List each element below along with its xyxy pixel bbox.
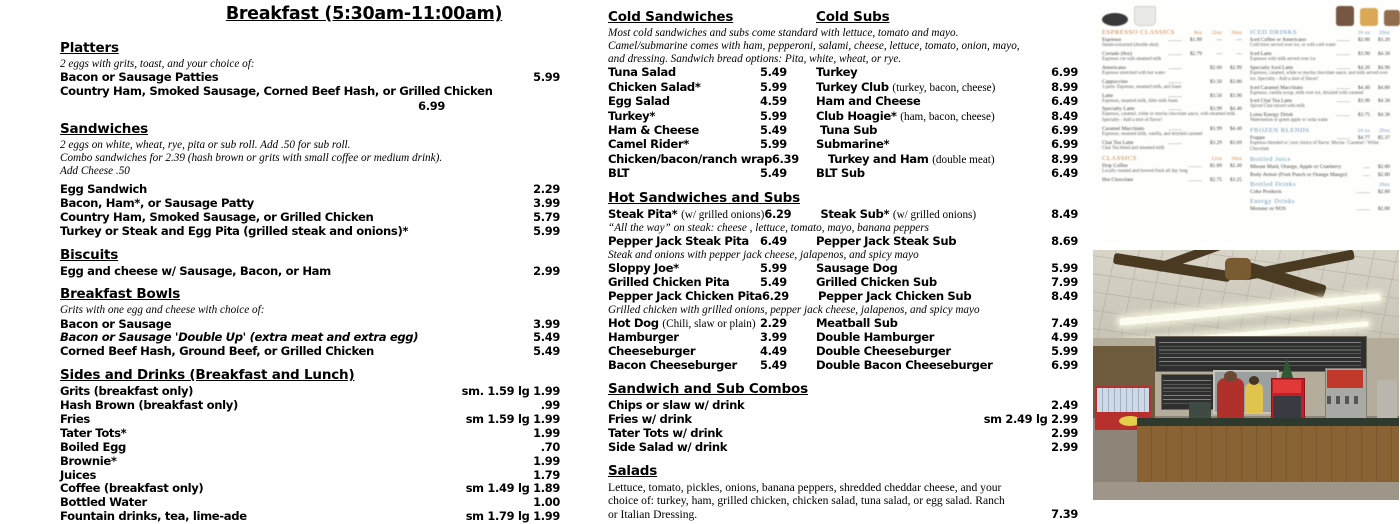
bowls-note: Grits with one egg and cheese with choice of:	[60, 304, 265, 317]
cold-headings	[608, 10, 1078, 27]
salads-description: or Italian Dressing.	[608, 507, 698, 521]
combos-heading: Sandwich and Sub Combos	[608, 381, 808, 398]
menu-item	[60, 211, 560, 225]
item-name: Pepper Jack Chicken Pita	[608, 288, 762, 303]
sub-name: Double Bacon Cheeseburger	[816, 358, 993, 373]
item-name: Fountain drinks, tea, lime-ade	[60, 509, 247, 524]
menu-row	[608, 317, 1078, 331]
sub-price: 8.49	[1051, 288, 1078, 303]
item-name: Tuna Salad	[608, 65, 676, 80]
menu-row	[608, 110, 1078, 124]
item-name: Camel Rider*	[608, 137, 689, 152]
section-platters	[60, 41, 560, 113]
item-price: 6.29	[764, 206, 792, 221]
item-price: sm 2.49 lg 2.99	[983, 411, 1078, 426]
coffee-item: Minute Maid, Orange, Apple or Cranberry ..... $2.80	[1250, 163, 1390, 170]
sandwiches-note: Combo sandwiches for 2.39 (hash brown or grits with small coffee or medium drink).	[60, 151, 443, 164]
menu-item	[60, 225, 560, 239]
frozen-blends-title: FROZEN BLENDS 16 oz 20oz	[1250, 127, 1390, 135]
sub-name: Tuna Sub	[820, 122, 878, 137]
sub-price: 5.99	[1051, 344, 1078, 359]
item-price: 5.79	[533, 209, 560, 224]
item-name: Steak Pita* (w/ grilled onions)	[608, 206, 765, 221]
sandwiches-note: 2 eggs on white, wheat, rye, pita or sub roll. Add .50 for sub roll.	[60, 138, 351, 151]
item-price: 1.99	[533, 453, 560, 468]
item-price: 5.49	[760, 166, 787, 181]
item-name: Sloppy Joe*	[608, 261, 679, 276]
menu-item	[60, 441, 560, 455]
floor	[1093, 482, 1399, 500]
hot-note: “All the way” on steak: cheese , lettuce, tomato, mayo, banana peppers	[608, 222, 929, 235]
iced-drinks-title: ICED DRINKS 16 oz 20oz	[1250, 29, 1390, 36]
item-price: 4.59	[760, 94, 787, 109]
item-name: Cheeseburger	[608, 344, 696, 359]
sub-price: 7.99	[1051, 275, 1078, 290]
espresso-cup-icon	[1102, 13, 1128, 26]
item-name: Turkey*	[608, 108, 656, 123]
coffee-item: Monster or NOS .......... $2.80	[1250, 205, 1390, 212]
energy-drinks-title: Energy Drinks	[1250, 197, 1296, 205]
item-price: 5.99	[533, 70, 560, 85]
item-price: .70	[540, 439, 560, 454]
menu-item	[608, 441, 1078, 455]
item-name: Country Ham, Smoked Sausage, Corned Beef Hash, or Grilled Chicken	[60, 83, 493, 98]
item-price: 1.00	[533, 495, 560, 510]
menu-row	[608, 359, 1078, 373]
menu-row	[608, 153, 1078, 167]
coffee-cup-photos	[1092, 0, 1400, 26]
item-name: Bacon or Sausage 'Double Up' (extra meat and extra egg)	[60, 330, 419, 345]
sub-price: 6.49	[1051, 166, 1078, 181]
item-name: Turkey or Steak and Egg Pita (grilled steak and onions)*	[60, 223, 409, 238]
employee-yellow-shirt	[1245, 383, 1263, 413]
classics-title: CLASSICS 12oz 16oz	[1102, 154, 1242, 162]
biscuits-heading: Biscuits	[60, 246, 119, 263]
coffee-item: Caramel Macchiato .......... $3.99 $4.40 Espresso, steamed milk, vanilla, and drizzled caramel	[1102, 126, 1242, 138]
item-price: 5.99	[760, 261, 787, 276]
sub-name: Meatball Sub	[816, 315, 898, 330]
sandwiches-heading: Sandwiches	[60, 120, 149, 137]
sub-price: 4.99	[1051, 330, 1078, 345]
menu-row	[608, 345, 1078, 359]
ceiling-fan-hub	[1225, 258, 1251, 280]
menu-row	[608, 167, 1078, 181]
coffee-item: Iced Coffee or Americano .......... $2.80 $3.20 Cold brew served over ice, or with cold water	[1250, 37, 1390, 48]
coffee-item: Americano .......... $2.60 $2.99 Espresso stretched with hot water	[1102, 64, 1242, 76]
menu-item	[60, 510, 560, 524]
chalkboard-text	[1163, 377, 1211, 405]
coffee-item: Espresso .......... $1.89 — — Steam-extracted (double shot)	[1102, 37, 1242, 48]
coffee-right-column	[1246, 26, 1394, 214]
salads-heading: Salads	[608, 462, 658, 479]
coffee-item: Iced Latte .......... $3.90 $4.30 Espresso with milk served over ice	[1250, 50, 1390, 62]
employee-red-shirt	[1217, 378, 1244, 422]
sub-name: Pepper Jack Chicken Sub	[817, 288, 972, 303]
item-price: 5.49	[760, 122, 787, 137]
salads-price: 7.39	[1051, 506, 1078, 521]
coffee-item: Specialty Iced Latte .......... $4.20 $4.90 Espresso, caramel, white or mocha chocolate sauce, and milk served over ice. Specialty - Add a shot of flavor!	[1250, 64, 1390, 82]
menu-item	[608, 427, 1078, 441]
menu-item	[60, 71, 560, 85]
sides-heading: Sides and Drinks (Breakfast and Lunch)	[60, 367, 355, 384]
sub-name: Steak Sub* (w/ grilled onions)	[820, 206, 977, 221]
coffee-item: Hot Chocolate .......... $2.75 $3.25	[1102, 176, 1242, 183]
section-breakfast-bowls	[60, 287, 560, 359]
menu-row	[608, 124, 1078, 138]
sub-price: 6.99	[1051, 137, 1078, 152]
menu-item	[60, 265, 560, 279]
menu-item	[60, 345, 560, 359]
item-price: 5.99	[533, 223, 560, 238]
menu-item	[60, 427, 560, 441]
item-name: Juices	[60, 467, 97, 482]
item-price: 5.49	[533, 330, 560, 345]
coffee-item: Frappe .......... $4.77 $5.37 Espresso blended w/ your choice of flavor. Mocha / Caramel / White Chocolate	[1250, 135, 1390, 152]
section-cold-sandwiches	[608, 10, 1078, 182]
coffee-left-column	[1098, 26, 1246, 214]
coca-cola-sign	[1273, 380, 1301, 393]
cold-sandwiches-heading: Cold Sandwiches	[608, 9, 734, 25]
menu-row	[608, 81, 1078, 95]
page-title: Breakfast (5:30am-11:00am)	[225, 4, 503, 24]
item-price: sm 1.79 lg 1.99	[465, 509, 560, 524]
shelf-products	[1097, 388, 1149, 412]
menu-row	[608, 235, 1078, 249]
sub-name: Double Hamburger	[816, 330, 935, 345]
bottled-drinks-title: Bottled Drinks 20oz	[1250, 180, 1390, 188]
section-sandwiches	[60, 122, 560, 239]
menu-row	[608, 276, 1078, 290]
iced-coffee-icon	[1336, 6, 1354, 26]
right-panel	[1092, 0, 1400, 500]
menu-item	[608, 399, 1078, 413]
menu-item	[60, 469, 560, 483]
sub-name: Ham and Cheese	[816, 94, 921, 109]
salads-price-row	[608, 508, 1078, 522]
item-price: 4.49	[760, 344, 787, 359]
hot-note: Grilled chicken with grilled onions, pepper jack cheese, jalapenos, and spicy mayo	[608, 303, 980, 316]
sub-price: 8.99	[1051, 151, 1078, 166]
spacer	[60, 239, 560, 248]
item-name: Egg Sandwich	[60, 182, 147, 197]
item-price: 2.29	[760, 315, 787, 330]
menu-row	[608, 208, 1078, 222]
sub-price: 6.99	[1051, 122, 1078, 137]
item-name: Tater Tots w/ drink	[608, 425, 723, 440]
sub-name: Turkey Club (turkey, bacon, cheese)	[816, 79, 996, 94]
sub-price: 7.49	[1051, 315, 1078, 330]
item-price: sm 1.49 lg 1.89	[465, 481, 560, 496]
item-price: 5.49	[533, 344, 560, 359]
item-name: Grits (breakfast only)	[60, 384, 194, 399]
item-name: Boiled Egg	[60, 439, 126, 454]
item-price: 3.99	[760, 330, 787, 345]
coffee-menu-board-image	[1092, 0, 1400, 243]
coffee-item: Chai Tea Latte .......... $3.29 $3.69 Chai Tea blend and steamed milk	[1102, 140, 1242, 151]
item-name: BLT	[608, 166, 630, 181]
item-name: Egg Salad	[608, 94, 670, 109]
section-hot-sandwiches	[608, 191, 1078, 373]
item-price: 1.79	[533, 467, 560, 482]
sub-price: 8.49	[1051, 206, 1078, 221]
item-price: 5.49	[760, 65, 787, 80]
spacer	[608, 455, 1078, 464]
coffee-item: Iced Caramel Macchiato .......... $4.40 $4.80 Espresso, vanilla syrup, milk over ice, drizzled with caramel	[1250, 84, 1390, 96]
sub-price: 8.99	[1051, 79, 1078, 94]
menu-item	[60, 385, 560, 399]
item-name: Chips or slaw w/ drink	[608, 398, 745, 413]
item-name: Ham & Cheese	[608, 122, 699, 137]
item-price: 5.49	[760, 275, 787, 290]
menu-item	[60, 331, 560, 345]
frappe-icon	[1384, 10, 1400, 26]
coffee-item: Coke Products .......... $2.80	[1250, 188, 1390, 195]
employee-head	[1249, 376, 1259, 385]
sub-name: Grilled Chicken Sub	[816, 275, 937, 290]
menu-item	[60, 496, 560, 510]
item-name: Chicken Salad*	[608, 79, 701, 94]
sub-price: 8.49	[1051, 108, 1078, 123]
coffee-item: Specialty Latte .......... $3.99 $4.40 Espresso, caramel, white or mocha chocolate sauce, with steamed milk. Specialty - Add a shot of flavor!	[1102, 106, 1242, 124]
menu-row	[608, 290, 1078, 304]
salads-description: choice of: turkey, ham, grilled chicken, chicken salad, tuna salad, or egg salad. Ranch	[608, 494, 1005, 508]
sandwiches-note: Add Cheese .50	[60, 164, 130, 177]
menu-row	[608, 262, 1078, 276]
item-price: .99	[540, 398, 560, 413]
item-price: sm 1.59 lg 1.99	[465, 411, 560, 426]
cold-note: and dressing. Sandwich bread options: Pita, white, wheat, or rye.	[608, 53, 902, 66]
white-mug-icon	[1134, 6, 1156, 26]
hot-heading: Hot Sandwiches and Subs	[608, 189, 800, 206]
menu-row	[608, 138, 1078, 152]
menu-row	[608, 331, 1078, 345]
cold-note: Most cold sandwiches and subs come standard with lettuce, tomato and mayo.	[608, 26, 959, 39]
sub-name: Double Cheeseburger	[816, 344, 951, 359]
coffee-item: Drip Coffee .......... $1.89 $2.49 Locally roasted and brewed fresh all day long	[1102, 162, 1242, 174]
cold-subs-heading: Cold Subs	[816, 9, 890, 25]
item-name: Fries	[60, 411, 90, 426]
section-biscuits	[60, 248, 560, 279]
item-name: Hot Dog (Chili, slaw or plain)	[608, 315, 756, 330]
bowls-heading: Breakfast Bowls	[60, 286, 181, 303]
item-price: 5.99	[760, 79, 787, 94]
section-salads	[608, 464, 1078, 522]
item-name: Fries w/ drink	[608, 411, 692, 426]
cooler-shelves	[1273, 396, 1301, 418]
item-name: Pepper Jack Steak Pita	[608, 234, 749, 249]
item-price: 2.49	[1051, 398, 1078, 413]
espresso-classics-title: ESPRESSO CLASSICS 8oz 12oz 16oz	[1102, 29, 1242, 36]
sub-name: Turkey	[816, 65, 858, 80]
item-price: 3.99	[533, 195, 560, 210]
item-name: Hamburger	[608, 330, 679, 345]
item-name: Bacon or Sausage Patties	[60, 70, 219, 85]
item-price: 1.99	[533, 425, 560, 440]
item-price: 5.99	[760, 137, 787, 152]
coffee-item: Iced Chai Tea Latte .......... $3.90 $4.30 Spiced Chai mixed with milk	[1250, 98, 1390, 110]
menu-item	[60, 455, 560, 469]
platters-wrapped-price: 6.99	[418, 98, 445, 113]
sub-price: 6.49	[1051, 94, 1078, 109]
item-name: Bacon Cheeseburger	[608, 358, 737, 373]
fountain-header	[1327, 370, 1363, 388]
sub-price: 5.99	[1051, 261, 1078, 276]
coffee-item: Lotus Energy Drink .......... $3.75 $4.30 Watermelon or green apple w/ soda water	[1250, 112, 1390, 124]
section-sides-and-drinks	[60, 368, 560, 524]
menu-item	[60, 482, 560, 496]
item-name: Country Ham, Smoked Sausage, or Grilled Chicken	[60, 209, 374, 224]
item-price: 6.29	[761, 288, 789, 303]
item-name: Tater Tots*	[60, 425, 127, 440]
item-price: 3.99	[533, 316, 560, 331]
counter-front-wood	[1137, 426, 1399, 488]
salads-description: Lettuce, tomato, pickles, onions, banana peppers, shredded cheddar cheese, and your	[608, 480, 1002, 494]
sub-price: 6.99	[1051, 65, 1078, 80]
cold-note: Camel/submarine comes with ham, pepperoni, salami, cheese, lettuce, tomato, onion, mayo,	[608, 40, 1020, 53]
breakfast-column	[60, 0, 560, 524]
item-price: 6.39	[771, 151, 799, 166]
menu-item	[60, 183, 560, 197]
menu-item	[60, 399, 560, 413]
section-combos	[608, 382, 1078, 455]
hot-note: Steak and onions with pepper jack cheese, jalapenos, and spicy mayo	[608, 249, 919, 262]
item-price: 2.99	[1051, 439, 1078, 454]
item-price: 5.49	[760, 358, 787, 373]
item-name: Bacon or Sausage	[60, 316, 172, 331]
sub-name: Pepper Jack Steak Sub	[816, 234, 957, 249]
sub-price: 8.69	[1051, 234, 1078, 249]
sub-name: Sausage Dog	[816, 261, 898, 276]
platters-note: 2 eggs with grits, toast, and your choice of:	[60, 57, 255, 70]
deli-interior-photo	[1093, 250, 1399, 500]
caramel-drink-icon	[1360, 8, 1378, 26]
item-price: 2.99	[1051, 425, 1078, 440]
item-name: Hash Brown (breakfast only)	[60, 398, 238, 413]
menu-row	[608, 95, 1078, 109]
menu-item	[608, 413, 1078, 427]
menu-item	[60, 318, 560, 332]
menu-item	[60, 413, 560, 427]
coffee-item: Latte .......... $3.50 $3.90 Espresso, steamed milk, little milk foam	[1102, 92, 1242, 104]
item-name: Corned Beef Hash, Ground Beef, or Grilled Chicken	[60, 344, 374, 359]
sub-price: 6.99	[1051, 358, 1078, 373]
menu-row	[608, 66, 1078, 80]
bottled-juice-title: Bottled Juice	[1250, 155, 1292, 163]
item-name: Chicken/bacon/ranch wrap	[608, 151, 772, 166]
item-name: Side Salad w/ drink	[608, 439, 728, 454]
item-price: 2.99	[533, 263, 560, 278]
item-price: 6.49	[760, 234, 787, 249]
coffee-item: Cappuccino .......... $3.50 $3.80 3 parts: Espresso, steamed milk, and foam	[1102, 78, 1242, 90]
sub-name: Club Hoagie* (ham, bacon, cheese)	[816, 108, 995, 123]
lunch-column	[608, 10, 1078, 521]
item-name: Grilled Chicken Pita	[608, 275, 730, 290]
item-price: 5.99	[760, 108, 787, 123]
coffee-item: Body Armor (Fruit Punch or Orange Mango) ..... $2.80	[1250, 171, 1390, 178]
sub-name: BLT Sub	[816, 166, 865, 181]
menu-item	[60, 85, 560, 99]
platters-heading: Platters	[60, 40, 119, 56]
item-name: Coffee (breakfast only)	[60, 481, 204, 496]
employee-head	[1224, 371, 1237, 382]
coffee-item: Cortado (8oz) .......... $2.79 — — Espresso cut with steamed milk	[1102, 50, 1242, 62]
item-price: sm. 1.59 lg 1.99	[461, 384, 560, 399]
fountain-nozzles	[1327, 396, 1363, 404]
item-name: Bottled Water	[60, 495, 147, 510]
menu-item	[60, 197, 560, 211]
item-name: Bacon, Ham*, or Sausage Patty	[60, 195, 254, 210]
item-name: Egg and cheese w/ Sausage, Bacon, or Ham	[60, 263, 331, 278]
sub-name: Turkey and Ham (double meat)	[827, 151, 995, 166]
item-price: 2.29	[533, 182, 560, 197]
item-name: Brownie*	[60, 453, 117, 468]
chalkboard-text	[1159, 339, 1361, 367]
sub-name: Submarine*	[816, 137, 890, 152]
